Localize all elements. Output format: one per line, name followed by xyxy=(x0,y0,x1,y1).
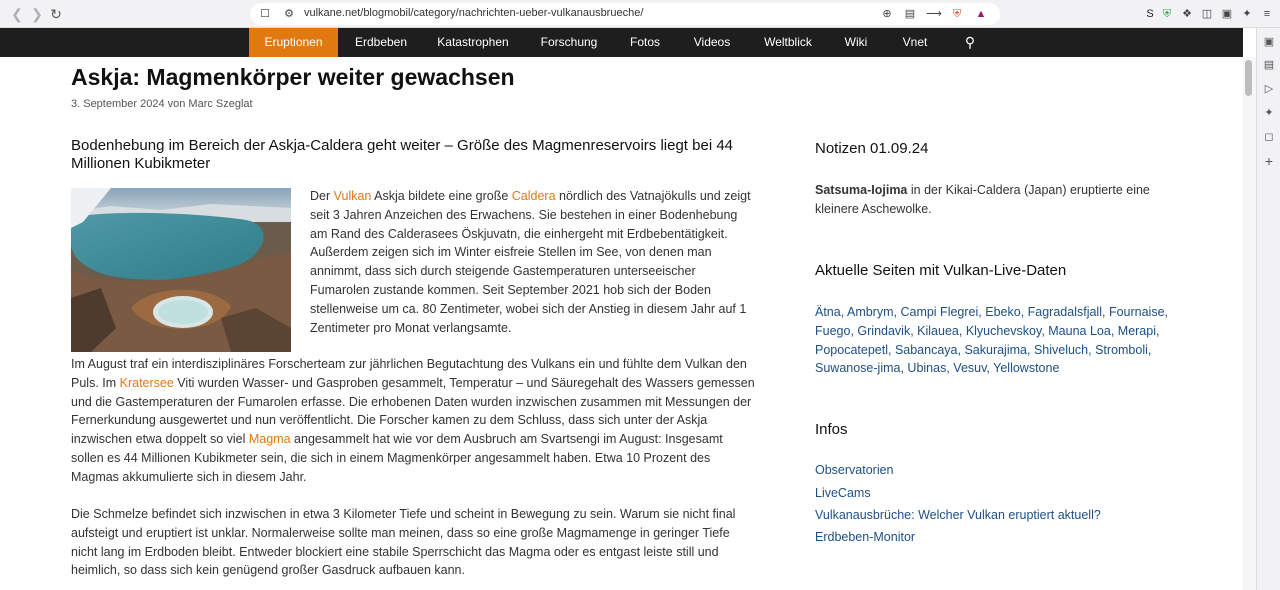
link-magma[interactable]: Magma xyxy=(248,432,291,447)
infos-link-vulkanausbrueche[interactable]: Vulkanausbrüche: Welcher Vulkan eruptiert aktuell? xyxy=(815,508,1101,522)
article-image[interactable] xyxy=(71,188,291,352)
browser-sidebar xyxy=(1256,28,1280,590)
search-icon[interactable]: ⚲ xyxy=(964,34,976,50)
infos-heading: Infos xyxy=(815,421,848,438)
article-title: Askja: Magmenkörper weiter gewachsen xyxy=(71,64,515,90)
live-link[interactable]: Ubinas xyxy=(907,361,947,376)
live-link[interactable]: Mauna Loa xyxy=(1048,323,1111,338)
playlist-icon[interactable]: ▷ xyxy=(1264,83,1274,95)
bookmarks-icon[interactable]: ◻ xyxy=(1264,131,1274,143)
live-link[interactable]: Vesuv xyxy=(953,361,987,376)
live-link[interactable]: Sabancaya xyxy=(894,342,958,357)
sidebar-toggle-icon[interactable]: ◫ xyxy=(1201,8,1213,20)
nav-item-fotos[interactable]: Fotos xyxy=(629,35,660,49)
shield-extension-icon[interactable]: ⛨ xyxy=(1162,8,1172,20)
live-link[interactable]: Grindavik xyxy=(857,323,911,338)
back-icon[interactable]: ❮ xyxy=(11,6,23,22)
site-info-icon[interactable]: ⚙ xyxy=(284,8,294,20)
live-data-links: Ätna, Ambrym, Campi Flegrei, Ebeko, Fagradalsfjall, Fournaise, Fuego, Grindavik, Kilauea, Klyuchevskoy, Mauna Loa, Merapi, Popocatepetl, Sabancaya, Sakurajima, Shiveluch, Stromboli, Suwanose-jima, Ubinas, Vesuv, Yellowstone xyxy=(815,305,1169,376)
live-link[interactable]: Ätna xyxy=(815,305,841,319)
link-vulkan[interactable]: Vulkan xyxy=(333,189,372,203)
live-link[interactable]: Yellowstone xyxy=(993,361,1060,376)
article-subtitle: Bodenhebung im Bereich der Askja-Caldera geht weiter – Größe des Magmenreservoirs liegt bei 44 Millionen Kubikmeter xyxy=(71,137,734,172)
leo-icon[interactable]: ✦ xyxy=(1264,107,1274,119)
live-link[interactable]: Suwanose-jima xyxy=(815,361,901,376)
live-link[interactable]: Merapi xyxy=(1117,323,1156,338)
nav-item-erdbeben[interactable]: Erdbeben xyxy=(354,35,408,49)
share-icon[interactable]: ⟶ xyxy=(926,8,942,20)
nav-item-wiki[interactable]: Wiki xyxy=(844,35,868,49)
live-data-heading: Aktuelle Seiten mit Vulkan-Live-Daten xyxy=(815,262,1067,279)
link-caldera[interactable]: Caldera xyxy=(511,189,556,203)
leo-icon[interactable]: ✦ xyxy=(1242,8,1252,20)
nav-item-vnet[interactable]: Vnet xyxy=(902,35,928,49)
notes-heading: Notizen 01.09.24 xyxy=(815,140,929,157)
nav-item-katastrophen[interactable]: Katastrophen xyxy=(437,35,509,49)
live-link[interactable]: Campi Flegrei xyxy=(900,305,979,319)
nav-item-eruptionen[interactable]: Eruptionen xyxy=(249,28,338,57)
wallet-icon[interactable]: ▣ xyxy=(1221,8,1233,20)
live-link[interactable]: Fagradalsfjall xyxy=(1027,305,1102,319)
reading-list-icon[interactable]: ▤ xyxy=(1263,59,1275,71)
reload-icon[interactable]: ↻ xyxy=(50,6,62,22)
forward-icon[interactable]: ❯ xyxy=(31,6,43,22)
nav-item-videos[interactable]: Videos xyxy=(693,35,731,49)
reader-icon[interactable]: ▤ xyxy=(904,8,916,20)
live-link[interactable]: Stromboli xyxy=(1095,342,1148,357)
live-link[interactable]: Fournaise xyxy=(1108,305,1165,319)
infos-link-erdbeben-monitor[interactable]: Erdbeben-Monitor xyxy=(815,530,916,544)
browser-toolbar xyxy=(0,0,1280,28)
menu-icon[interactable]: ≡ xyxy=(1263,8,1271,20)
notes-bold: Satsuma-Iojima xyxy=(815,183,908,197)
brave-shield-icon[interactable]: ⛨ xyxy=(952,8,962,20)
live-link[interactable]: Ebeko xyxy=(985,305,1021,319)
infos-link-livecams[interactable]: LiveCams xyxy=(815,486,871,500)
site-navigation xyxy=(0,28,1243,57)
live-link[interactable]: Fuego xyxy=(815,323,851,338)
nav-item-forschung[interactable]: Forschung xyxy=(540,35,598,49)
wallet-icon[interactable]: ▣ xyxy=(1263,36,1275,48)
nav-item-weltblick[interactable]: Weltblick xyxy=(764,35,812,49)
link-kratersee[interactable]: Kratersee xyxy=(119,375,174,390)
extension-icon[interactable]: S xyxy=(1146,8,1154,20)
article-paragraph-3: Die Schmelze befindet sich inzwischen in etwa 3 Kilometer Tiefe und scheint in Bewegung zu sein. Warum sie nicht final aufsteigt und eruptiert ist unklar. Normalerweise sollte man meinen, dass so eine große Magmamenge in geringer Tiefe nicht lang im Erdboden bleibt. Entweder blockiert eine stabile Sperrschicht das Magma oder es entgast leiste still und heimlich, so dass sich kein genügend großer Gasdruck aufbauen kann. xyxy=(71,507,736,578)
live-link[interactable]: Popocatepetl xyxy=(815,342,888,357)
live-link[interactable]: Shiveluch xyxy=(1033,342,1089,357)
notes-text: Satsuma-Iojima in der Kikai-Caldera (Japan) eruptierte eine kleinere Aschewolke. xyxy=(815,183,1150,216)
infos-link-observatorien[interactable]: Observatorien xyxy=(815,463,894,477)
live-link[interactable]: Kilauea xyxy=(917,323,959,338)
puzzle-icon[interactable]: ❖ xyxy=(1182,8,1192,20)
add-icon[interactable]: + xyxy=(1264,153,1274,169)
article-paragraph-2: Im August traf ein interdisziplinäres Forscherteam zur jährlichen Begutachtung des Vulkans ein und fühlte dem Vulkan den Puls. Im Kratersee Viti wurden Wasser- und Gasproben gesammelt, Temperatur – und Säuregehalt des Wassers gemessen und die Gastemperaturen der Fumarolen erfasse. Die erhobenen Daten wurden inzwischen zusammen mit Messungen der Fernerkundung ausgewertet und nun veröffentlicht. Die Forscher kamen zu dem Schluss, dass sich unter der Askja inzwischen etwa doppelt so viel Magma angesammelt hat wie vor dem Ausbruch am Svartsengi im August: Insgesamt sollen es 44 Millionen Kubikmeter sein, die sich in einem Magmenkörper angesammelt haben. Etwa 10 Prozent des Magmas akkumulierte sich in diesem Jahr. xyxy=(71,357,755,484)
live-link[interactable]: Sakurajima xyxy=(964,342,1027,357)
zoom-icon[interactable]: ⊕ xyxy=(882,8,892,20)
scrollbar-thumb[interactable] xyxy=(1245,60,1252,96)
url-text[interactable]: vulkane.net/blogmobil/category/nachrichten-ueber-vulkanausbrueche/ xyxy=(304,7,644,19)
article-paragraph-1: Der Vulkan Askja bildete eine große Caldera nördlich des Vatnajökulls und zeigt seit 3 Jahren Anzeichen des Erwachens. Sie bestehen in einer Bodenhebung am Rand des Calderasees Öskjuvatn, die einhergeht mit Erdbebentätigkeit. Außerdem zeigen sich im Winter eisfreie Stellen im See, von denen man annimmt, dass sich durch steigende Gastemperaturen unterseeischer Fumarolen zustande kommen. Seit September 2021 hob sich der Boden stellenweise um ca. 80 Zentimeter, wobei sich der Anstieg in diesem Jahr auf 1 Zentimeter pro Monat verlangsamte. xyxy=(310,189,751,335)
live-link[interactable]: Klyuchevskoy xyxy=(965,323,1042,338)
page-scrollbar[interactable] xyxy=(1243,57,1256,590)
rewards-icon[interactable]: ▲ xyxy=(975,8,987,20)
bookmark-icon[interactable]: ☐ xyxy=(260,8,270,20)
article-meta: 3. September 2024 von Marc Szeglat xyxy=(71,98,253,110)
address-bar[interactable] xyxy=(250,3,1000,25)
live-link[interactable]: Ambrym xyxy=(846,305,894,319)
